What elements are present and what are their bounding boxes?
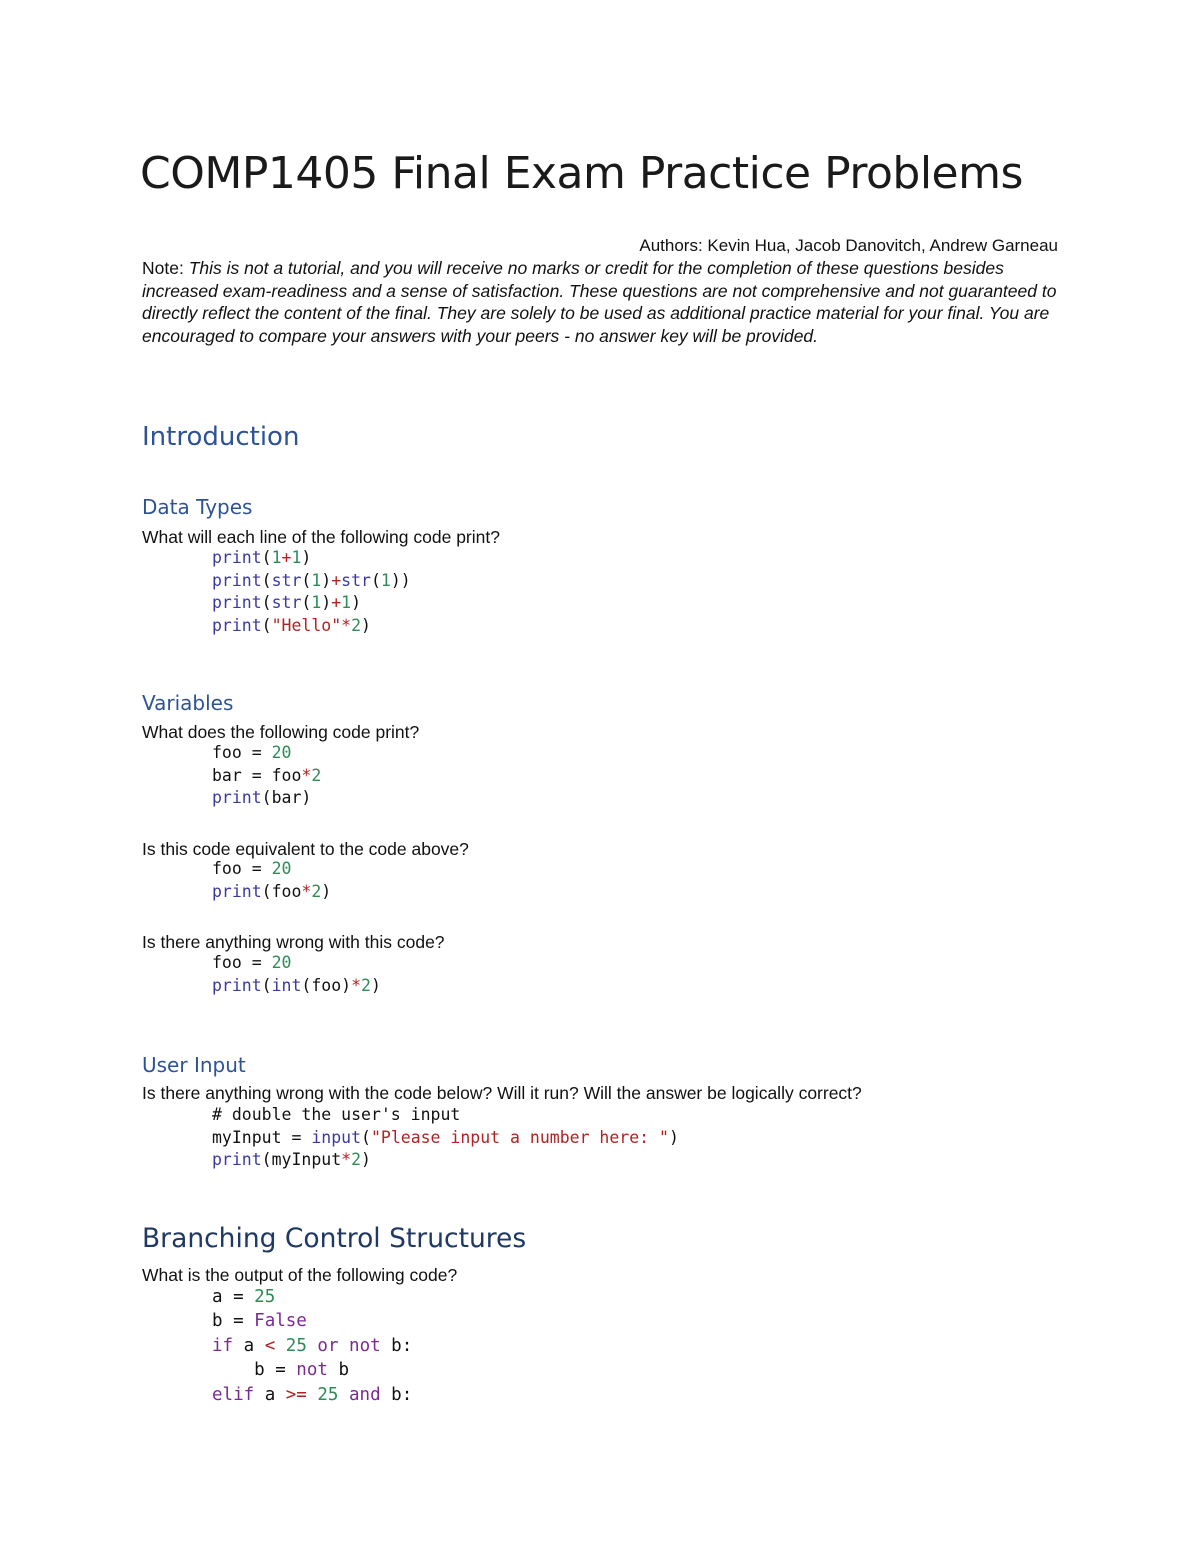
heading-branching: Branching Control Structures [142, 1223, 527, 1254]
code-token: # double the user's input [212, 1105, 461, 1124]
question-variables-1: What does the following code print? [142, 722, 420, 742]
code-token: foo = 20 [212, 953, 292, 972]
code-line [212, 1358, 412, 1382]
code-token: myInput = input("Please input a number here: ") [212, 1127, 679, 1147]
code-line [212, 765, 321, 788]
code-token: print(bar) [212, 788, 312, 808]
code-block-branching [212, 1285, 412, 1407]
code-block-variables-3 [212, 952, 381, 997]
code-line [212, 1309, 412, 1333]
code-line [212, 858, 331, 881]
code-token: print(1+1) [212, 548, 312, 567]
code-line [212, 952, 381, 975]
code-line [212, 547, 411, 570]
code-line [212, 1285, 412, 1309]
code-line [212, 592, 411, 615]
document-title: COMP1405 Final Exam Practice Problems [140, 148, 1023, 199]
code-line [212, 615, 411, 638]
code-token: print("Hello"*2) [212, 615, 371, 635]
code-token: print(str(1)+str(1)) [212, 570, 411, 590]
code-token: a = 25 [212, 1287, 276, 1307]
note-label: Note: [142, 258, 184, 278]
code-token: foo = 20 [212, 743, 292, 762]
heading-data-types: Data Types [142, 495, 253, 519]
code-token: print(myInput*2) [212, 1150, 371, 1170]
code-line [212, 570, 411, 593]
code-line [212, 975, 381, 998]
code-token: if a < 25 or not b: [212, 1335, 413, 1356]
code-token: b = not b [212, 1360, 349, 1381]
code-line [212, 1104, 679, 1127]
code-token: print(str(1)+1) [212, 593, 362, 613]
note-text: This is not a tutorial, and you will receive no marks or credit for the completion of these questions besides increased exam-readiness and a sense of satisfaction. These questions are not comprehensive and not guaranteed to directly reflect the content of the final. They are solely to be used as additional practice material for your final. You are encouraged to compare your answers with your peers - no answer key will be provided. [142, 258, 1057, 346]
code-line [212, 1127, 679, 1150]
code-block-variables-1 [212, 742, 321, 810]
code-token: foo = 20 [212, 859, 292, 878]
code-line [212, 881, 331, 904]
question-variables-2: Is this code equivalent to the code above? [142, 839, 469, 859]
code-token: print(foo*2) [212, 881, 332, 901]
code-line [212, 1383, 412, 1407]
heading-user-input: User Input [142, 1053, 246, 1077]
authors-line: Authors: Kevin Hua, Jacob Danovitch, Andrew Garneau [639, 236, 1058, 255]
code-line [212, 742, 321, 765]
code-line [212, 1149, 679, 1172]
question-variables-3: Is there anything wrong with this code? [142, 932, 445, 952]
heading-introduction: Introduction [142, 422, 300, 452]
code-token: bar = foo*2 [212, 765, 322, 785]
code-token: elif a >= 25 and b: [212, 1384, 413, 1405]
code-token: b = False [212, 1311, 307, 1332]
question-data-types: What will each line of the following code print? [142, 527, 500, 547]
code-block-user-input [212, 1104, 679, 1172]
code-block-data-types [212, 547, 411, 637]
question-branching: What is the output of the following code? [142, 1265, 458, 1285]
code-line [212, 787, 321, 810]
code-line [212, 1334, 412, 1358]
heading-variables: Variables [142, 691, 234, 715]
question-user-input: Is there anything wrong with the code below? Will it run? Will the answer be logically correct? [142, 1083, 862, 1103]
code-block-variables-2 [212, 858, 331, 903]
note-paragraph [142, 257, 1057, 347]
code-token: print(int(foo)*2) [212, 975, 381, 995]
